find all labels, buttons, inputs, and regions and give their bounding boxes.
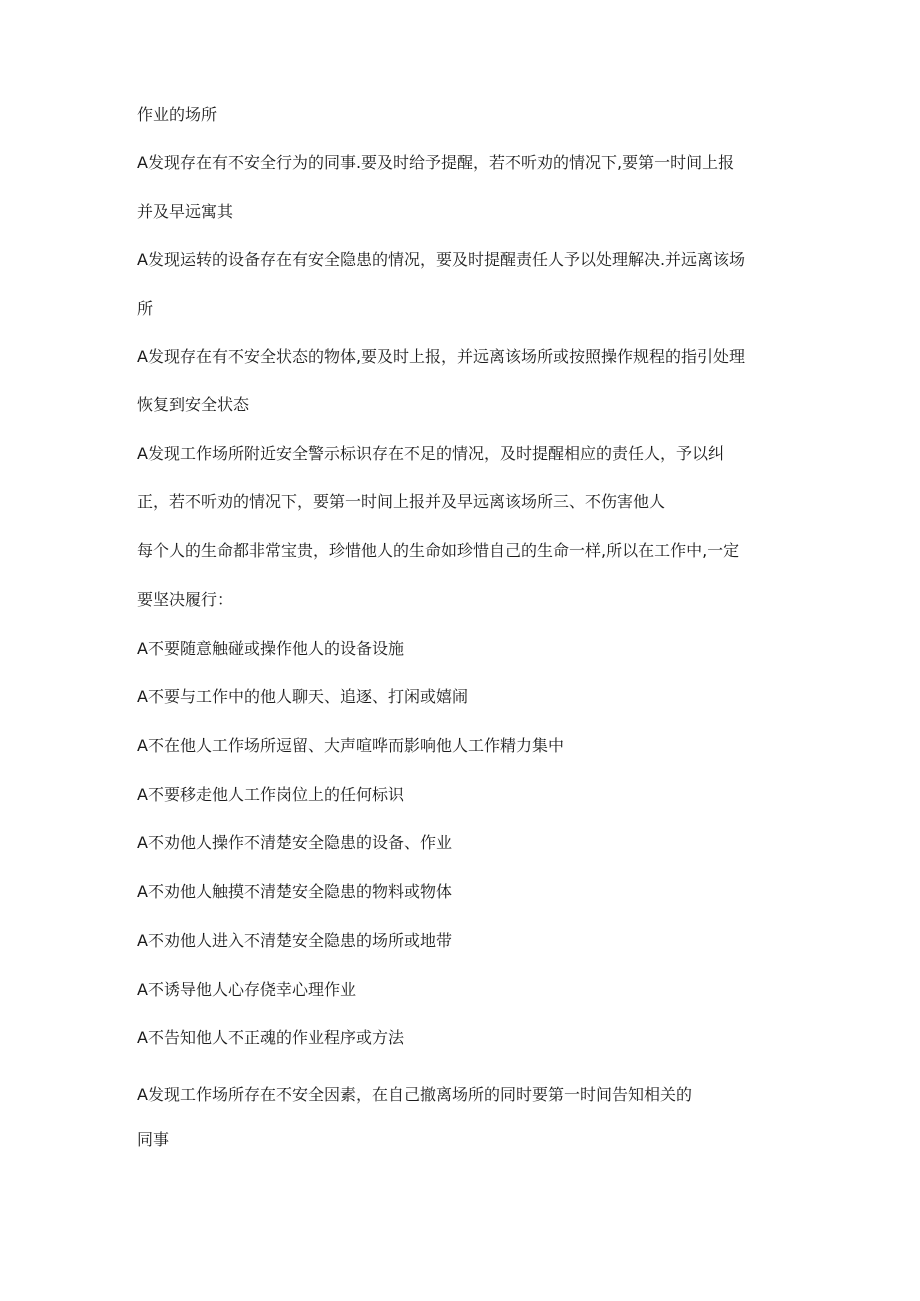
text-line-16: A不劝他人操作不清楚安全隐患的设备、作业 (137, 833, 452, 852)
text-line-17: A不劝他人触摸不清楚安全隐患的物料或物体 (137, 882, 452, 901)
text-line-10: 每个人的生命都非常宝贵，珍惜他人的生命如珍惜自己的生命一样,所以在工作中,一定 (137, 541, 740, 560)
text-line-18: A不劝他人进入不清楚安全隐患的场所或地带 (137, 931, 452, 950)
text-line-6: A发现存在有不安全状态的物体,要及时上报，并远离该场所或按照操作规程的指引处理 (137, 347, 746, 366)
text-line-22: 同事 (137, 1130, 170, 1149)
text-line-21: A发现工作场所存在不安全因素，在自己撤离场所的同时要第一时间告知相关的 (137, 1085, 692, 1104)
text-line-1: 作业的场所 (137, 105, 218, 124)
text-line-4: A发现运转的设备存在有安全隐患的情况，要及时提醒责任人予以处理解决.并远离该场 (137, 250, 746, 269)
text-line-14: A不在他人工作场所逗留、大声喧哗而影响他人工作精力集中 (137, 736, 564, 755)
text-line-13: A不要与工作中的他人聊天、追逐、打闲或嬉闹 (137, 687, 468, 706)
text-line-11: 要坚决履行： (137, 590, 234, 609)
text-line-7: 恢复到安全状态 (137, 395, 250, 414)
text-line-15: A不要移走他人工作岗位上的任何标识 (137, 785, 404, 804)
text-line-3: 并及早远寓其 (137, 202, 234, 221)
text-line-9: 正，若不听劝的情况下，要第一时间上报并及早远离该场所三、不伤害他人 (137, 492, 666, 511)
text-line-19: A不诱导他人心存侥幸心理作业 (137, 980, 356, 999)
text-line-5: 所 (137, 299, 154, 318)
text-line-12: A不要随意触碰或操作他人的设备设施 (137, 639, 404, 658)
text-line-2: A发现存在有不安全行为的同事.要及时给予提醒，若不听劝的情况下,要第一时间上报 (137, 153, 735, 172)
text-line-8: A发现工作场所附近安全警示标识存在不足的情况，及时提醒相应的责任人，予以纠 (137, 444, 724, 463)
text-line-20: A不告知他人不正魂的作业程序或方法 (137, 1028, 404, 1047)
